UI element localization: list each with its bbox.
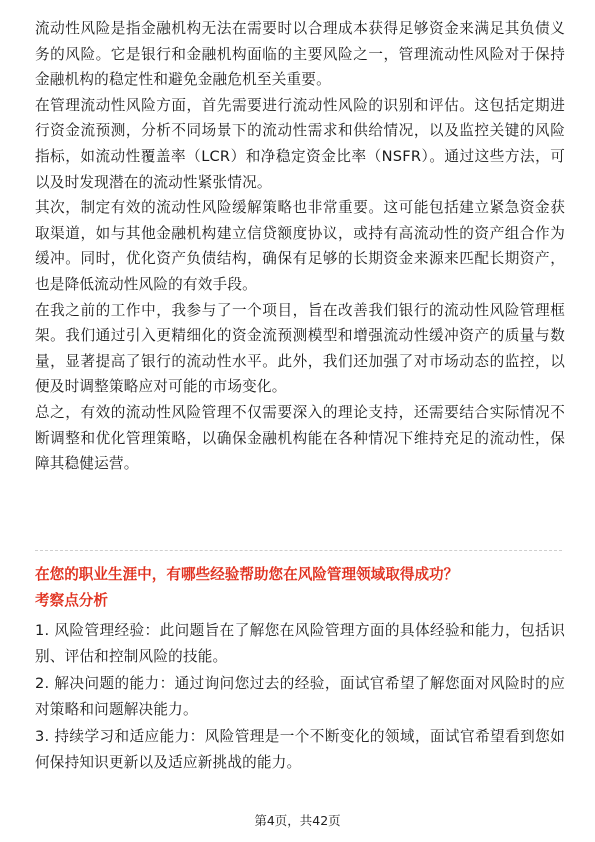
paragraph: 在管理流动性风险方面，首先需要进行流动性风险的识别和评估。这包括定期进行资金流预测，分析不同场景下的流动性需求和供给情况，以及监控关键的风险指标，如流动性覆盖率（LCR）和净稳定资金比率（NSFR）。通过这些方法，可以及时发现潜在的流动性紧张情况。	[35, 96, 565, 191]
analysis-heading: 考察点分析	[35, 592, 108, 609]
question-title: 在您的职业生涯中，有哪些经验帮助您在风险管理领域取得成功？	[35, 566, 459, 583]
section-divider	[35, 550, 562, 551]
question-section	[35, 562, 565, 778]
paragraph: 其次，制定有效的流动性风险缓解策略也非常重要。这可能包括建立紧急资金获取渠道，如与其他金融机构建立信贷额度协议，或持有高流动性的资产组合作为缓冲。同时，优化资产负债结构，确保有足够的长期资金来源来匹配长期资产，也是降低流动性风险的有效手段。	[35, 199, 565, 293]
paragraph: 总之，有效的流动性风险管理不仅需要深入的理论支持，还需要结合实际情况不断调整和优化管理策略，以确保金融机构能在各种情况下维持充足的流动性，保障其稳健运营。	[35, 403, 565, 473]
page-number: 第4页，共42页	[254, 813, 341, 828]
paragraph: 在我之前的工作中，我参与了一个项目，旨在改善我们银行的流动性风险管理框架。我们通过引入更精细化的资金流预测模型和增强流动性缓冲资产的质量与数量，显著提高了银行的流动性水平。此外，我们还加强了对市场动态的监控，以便及时调整策略应对可能的市场变化。	[35, 301, 565, 396]
analysis-item: 1. 风险管理经验：此问题旨在了解您在风险管理方面的具体经验和能力，包括识别、评估和控制风险的技能。	[35, 622, 565, 665]
answer-body	[35, 16, 565, 477]
analysis-item: 3. 持续学习和适应能力：风险管理是一个不断变化的领域，面试官希望看到您如何保持知识更新以及适应新挑战的能力。	[35, 728, 565, 771]
analysis-item: 2. 解决问题的能力：通过询问您过去的经验，面试官希望了解您面对风险时的应对策略和问题解决能力。	[35, 675, 565, 718]
paragraph: 流动性风险是指金融机构无法在需要时以合理成本获得足够资金来满足其负债义务的风险。它是银行和金融机构面临的主要风险之一，管理流动性风险对于保持金融机构的稳定性和避免金融危机至关重要。	[35, 20, 565, 89]
